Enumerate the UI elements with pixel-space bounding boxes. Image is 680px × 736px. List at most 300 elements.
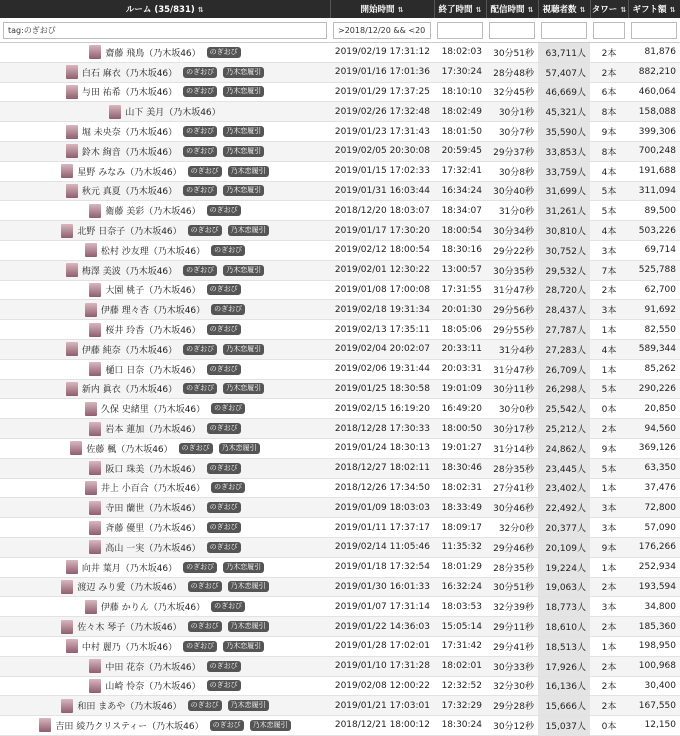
col-header-end[interactable]: 終了時間 ⇅ — [434, 0, 486, 18]
room-cell[interactable] — [0, 617, 330, 637]
room-cell[interactable] — [0, 676, 330, 696]
table-row[interactable] — [0, 716, 680, 736]
member-avatar — [85, 303, 97, 317]
table-row[interactable] — [0, 617, 680, 637]
start-time-cell: 2018/12/26 17:34:50 — [330, 478, 434, 498]
col-header-gift[interactable]: ギフト額 ⇅ — [628, 0, 680, 18]
gift-amount-cell: 62,700 — [628, 280, 680, 300]
room-filter-input[interactable] — [3, 22, 327, 39]
tower-cell: 8本 — [590, 102, 628, 122]
tower-cell: 2本 — [590, 62, 628, 82]
duration-cell: 30分40秒 — [486, 181, 538, 201]
start-time-cell: 2019/01/16 17:01:36 — [330, 62, 434, 82]
room-cell[interactable] — [0, 339, 330, 359]
room-cell[interactable] — [0, 636, 330, 656]
tag-badge-nogi[interactable]: のぎおび — [207, 324, 241, 335]
viewers-cell: 29,532人 — [538, 260, 590, 280]
member-name: 寺田 蘭世（乃木坂46） — [105, 504, 201, 515]
tag-badge-nogi[interactable]: のぎおび — [188, 621, 222, 632]
duration-cell: 27分41秒 — [486, 478, 538, 498]
room-cell-content — [4, 303, 326, 317]
sort-icon: ⇅ — [527, 6, 534, 14]
tag-badge-nogi[interactable]: のぎおび — [207, 423, 241, 434]
member-avatar — [89, 422, 101, 436]
end-time-cell: 16:49:20 — [434, 399, 486, 419]
room-cell[interactable] — [0, 379, 330, 399]
tag-badge-nogi[interactable]: のぎおび — [207, 205, 241, 216]
room-cell[interactable] — [0, 478, 330, 498]
table-row[interactable] — [0, 478, 680, 498]
room-cell[interactable] — [0, 438, 330, 458]
tag-badge-kosei[interactable]: 乃木恋履引 — [223, 126, 264, 137]
duration-cell: 30分0秒 — [486, 399, 538, 419]
member-name: 白石 麻衣（乃木坂46） — [81, 68, 178, 79]
start-time-cell: 2019/02/26 17:32:48 — [330, 102, 434, 122]
tag-badge-nogi[interactable]: のぎおび — [183, 126, 217, 137]
tag-badge-nogi[interactable]: のぎおび — [179, 443, 213, 454]
end-time-cell: 18:02:01 — [434, 656, 486, 676]
end-time-cell: 18:09:17 — [434, 518, 486, 538]
end-time-cell: 17:31:42 — [434, 636, 486, 656]
end-time-cell: 18:34:07 — [434, 201, 486, 221]
tag-badge-kosei[interactable]: 乃木恋履引 — [223, 562, 264, 573]
start-time-cell: 2019/02/06 19:31:44 — [330, 359, 434, 379]
start-time-cell: 2019/02/08 12:00:22 — [330, 676, 434, 696]
member-name: 山下 美月（乃木坂46） — [125, 108, 221, 119]
tag-badge-nogi[interactable]: のぎおび — [211, 403, 245, 414]
end-time-cell: 18:00:50 — [434, 419, 486, 439]
room-cell-content — [4, 560, 326, 574]
duration-cell: 29分22秒 — [486, 240, 538, 260]
table-row[interactable] — [0, 122, 680, 142]
room-cell-content — [4, 125, 326, 139]
tower-cell: 1本 — [590, 557, 628, 577]
col-header-room[interactable]: ルーム (35/831) ⇅ — [0, 0, 330, 18]
gift-amount-cell: 20,850 — [628, 399, 680, 419]
room-cell-content — [4, 501, 326, 515]
member-avatar — [66, 560, 78, 574]
tag-badge-kosei[interactable]: 乃木恋履引 — [223, 146, 264, 157]
member-name: 梅澤 美波（乃木坂46） — [81, 266, 178, 277]
member-name: 高山 一実（乃木坂46） — [105, 543, 201, 554]
tower-cell: 1本 — [590, 478, 628, 498]
room-cell[interactable] — [0, 518, 330, 538]
member-avatar — [61, 620, 73, 634]
member-avatar — [66, 382, 78, 396]
room-cell-content — [4, 659, 326, 673]
gift-amount-cell: 700,248 — [628, 141, 680, 161]
gift-amount-cell: 193,594 — [628, 577, 680, 597]
tag-badge-nogi[interactable]: のぎおび — [207, 463, 241, 474]
duration-cell: 30分1秒 — [486, 102, 538, 122]
col-header-viewers[interactable]: 視聴者数 ⇅ — [538, 0, 590, 18]
room-cell[interactable] — [0, 102, 330, 122]
gift-amount-cell: 191,688 — [628, 161, 680, 181]
gift-amount-cell: 81,876 — [628, 43, 680, 63]
tag-badge-nogi[interactable]: のぎおび — [188, 581, 222, 592]
tag-badge-nogi[interactable]: のぎおび — [207, 522, 241, 533]
member-avatar — [89, 283, 101, 297]
room-cell-content — [4, 204, 326, 218]
duration-cell: 30分34秒 — [486, 221, 538, 241]
tag-badge-kosei[interactable]: 乃木恋履引 — [223, 185, 264, 196]
table-row[interactable] — [0, 300, 680, 320]
table-row[interactable] — [0, 359, 680, 379]
member-avatar — [85, 402, 97, 416]
tower-cell: 9本 — [590, 438, 628, 458]
tower-filter-input[interactable] — [593, 22, 625, 39]
tag-badge-nogi[interactable]: のぎおび — [183, 67, 217, 78]
start-time-cell: 2018/12/27 18:02:11 — [330, 458, 434, 478]
tower-cell: 4本 — [590, 339, 628, 359]
table-row[interactable] — [0, 102, 680, 122]
tag-badge-kosei[interactable]: 乃木恋履引 — [223, 641, 264, 652]
viewers-cell: 18,513人 — [538, 636, 590, 656]
member-name: 吉田 綾乃クリスティー（乃木坂46） — [55, 721, 204, 732]
table-row[interactable] — [0, 240, 680, 260]
member-name: 阪口 珠美（乃木坂46） — [105, 464, 201, 475]
member-avatar — [66, 184, 78, 198]
room-cell-content — [4, 639, 326, 653]
gift-amount-cell: 89,500 — [628, 201, 680, 221]
end-time-cell: 18:10:10 — [434, 82, 486, 102]
duration-cell: 28分35秒 — [486, 458, 538, 478]
viewers-cell: 31,699人 — [538, 181, 590, 201]
room-cell[interactable] — [0, 62, 330, 82]
member-name: 衛藤 美彩（乃木坂46） — [105, 207, 201, 218]
tag-badge-nogi[interactable]: のぎおび — [211, 304, 245, 315]
viewers-cell: 18,773人 — [538, 597, 590, 617]
gift-amount-cell: 37,476 — [628, 478, 680, 498]
tower-cell: 2本 — [590, 676, 628, 696]
end-time-cell: 18:02:03 — [434, 43, 486, 63]
gift-amount-cell: 82,550 — [628, 320, 680, 340]
table-row[interactable] — [0, 438, 680, 458]
tower-cell: 9本 — [590, 537, 628, 557]
col-header-start[interactable]: 開始時間 ⇅ — [330, 0, 434, 18]
table-row[interactable] — [0, 62, 680, 82]
table-row[interactable] — [0, 320, 680, 340]
table-row[interactable] — [0, 498, 680, 518]
duration-cell: 28分35秒 — [486, 557, 538, 577]
end-time-cell: 17:31:55 — [434, 280, 486, 300]
end-time-cell: 18:30:24 — [434, 716, 486, 736]
gift-amount-cell: 158,088 — [628, 102, 680, 122]
table-row[interactable] — [0, 181, 680, 201]
table-row[interactable] — [0, 161, 680, 181]
room-cell[interactable] — [0, 537, 330, 557]
tag-badge-nogi[interactable]: のぎおび — [207, 284, 241, 295]
room-cell-content — [4, 441, 326, 455]
tower-cell: 3本 — [590, 300, 628, 320]
duration-filter-input[interactable] — [489, 22, 535, 39]
gift-amount-cell: 460,064 — [628, 82, 680, 102]
table-row[interactable] — [0, 656, 680, 676]
tag-badge-nogi[interactable]: のぎおび — [207, 542, 241, 553]
duration-cell: 30分51秒 — [486, 577, 538, 597]
tag-badge-kosei[interactable]: 乃木恋履引 — [223, 383, 264, 394]
member-avatar — [89, 521, 101, 535]
member-name: 渡辺 みり愛（乃木坂46） — [77, 583, 182, 594]
start-time-cell: 2018/12/20 18:03:07 — [330, 201, 434, 221]
member-name: 齋藤 飛鳥（乃木坂46） — [105, 48, 201, 59]
table-row[interactable] — [0, 201, 680, 221]
table-row[interactable] — [0, 82, 680, 102]
duration-cell: 32分30秒 — [486, 676, 538, 696]
tower-cell: 2本 — [590, 696, 628, 716]
tag-badge-nogi[interactable]: のぎおび — [183, 562, 217, 573]
tower-cell: 2本 — [590, 280, 628, 300]
tag-badge-kosei[interactable]: 乃木恋履引 — [228, 166, 269, 177]
room-cell[interactable] — [0, 201, 330, 221]
room-cell[interactable] — [0, 557, 330, 577]
tag-badge-nogi[interactable]: のぎおび — [183, 383, 217, 394]
member-avatar — [61, 224, 73, 238]
member-avatar — [89, 461, 101, 475]
table-row[interactable] — [0, 518, 680, 538]
room-cell[interactable] — [0, 399, 330, 419]
table-row[interactable] — [0, 676, 680, 696]
start-time-cell: 2019/01/21 17:03:01 — [330, 696, 434, 716]
duration-cell: 30分11秒 — [486, 379, 538, 399]
room-cell[interactable] — [0, 181, 330, 201]
viewers-cell: 63,711人 — [538, 43, 590, 63]
tag-badge-kosei[interactable]: 乃木恋履引 — [250, 720, 291, 731]
start-filter-input[interactable] — [333, 22, 431, 39]
start-time-cell: 2019/02/12 18:00:54 — [330, 240, 434, 260]
duration-cell: 30分46秒 — [486, 498, 538, 518]
table-row[interactable] — [0, 458, 680, 478]
room-cell[interactable] — [0, 577, 330, 597]
duration-cell: 32分0秒 — [486, 518, 538, 538]
member-avatar — [85, 243, 97, 257]
member-avatar — [39, 718, 51, 732]
room-cell-content — [4, 679, 326, 693]
tower-cell: 9本 — [590, 122, 628, 142]
tag-badge-nogi[interactable]: のぎおび — [183, 185, 217, 196]
room-cell-content — [4, 243, 326, 257]
member-name: 久保 史緒里（乃木坂46） — [100, 405, 206, 416]
tag-badge-kosei[interactable]: 乃木恋履引 — [223, 86, 264, 97]
tower-cell: 1本 — [590, 636, 628, 656]
tag-badge-kosei[interactable]: 乃木恋履引 — [223, 344, 264, 355]
table-row[interactable] — [0, 221, 680, 241]
tag-badge-kosei[interactable]: 乃木恋履引 — [228, 621, 269, 632]
tag-badge-kosei[interactable]: 乃木恋履引 — [228, 581, 269, 592]
tag-badge-kosei[interactable]: 乃木恋履引 — [228, 700, 269, 711]
tower-cell: 4本 — [590, 161, 628, 181]
end-time-cell: 18:33:49 — [434, 498, 486, 518]
member-avatar — [66, 125, 78, 139]
start-time-cell: 2019/01/31 16:03:44 — [330, 181, 434, 201]
duration-cell: 29分37秒 — [486, 141, 538, 161]
room-cell[interactable] — [0, 498, 330, 518]
room-cell[interactable] — [0, 240, 330, 260]
tag-badge-nogi[interactable]: のぎおび — [207, 502, 241, 513]
col-header-duration[interactable]: 配信時間 ⇅ — [486, 0, 538, 18]
viewers-cell: 35,590人 — [538, 122, 590, 142]
table-row[interactable] — [0, 260, 680, 280]
room-cell[interactable] — [0, 43, 330, 63]
viewers-cell: 31,261人 — [538, 201, 590, 221]
tag-badge-nogi[interactable]: のぎおび — [188, 700, 222, 711]
tag-badge-nogi[interactable]: のぎおび — [188, 166, 222, 177]
table-row[interactable] — [0, 537, 680, 557]
sort-icon: ⇅ — [620, 6, 627, 14]
start-time-cell: 2019/01/17 17:30:20 — [330, 221, 434, 241]
table-body — [0, 43, 680, 736]
gift-filter-input[interactable] — [631, 22, 677, 39]
room-cell[interactable] — [0, 280, 330, 300]
member-avatar — [66, 263, 78, 277]
room-cell-content — [4, 85, 326, 99]
end-time-cell: 18:30:46 — [434, 458, 486, 478]
room-cell[interactable] — [0, 320, 330, 340]
member-avatar — [85, 600, 97, 614]
end-time-cell: 13:00:57 — [434, 260, 486, 280]
viewers-cell: 28,437人 — [538, 300, 590, 320]
table-row[interactable] — [0, 43, 680, 63]
tower-cell: 4本 — [590, 221, 628, 241]
end-time-cell: 18:05:06 — [434, 320, 486, 340]
member-name: 与田 祐希（乃木坂46） — [81, 88, 178, 99]
member-avatar — [66, 65, 78, 79]
end-time-cell: 16:32:24 — [434, 577, 486, 597]
start-time-cell: 2018/12/21 18:00:12 — [330, 716, 434, 736]
table-row[interactable] — [0, 696, 680, 716]
tag-badge-nogi[interactable]: のぎおび — [183, 265, 217, 276]
end-time-cell: 18:01:50 — [434, 122, 486, 142]
tag-badge-nogi[interactable]: のぎおび — [211, 601, 245, 612]
viewers-cell: 19,224人 — [538, 557, 590, 577]
table-row[interactable] — [0, 636, 680, 656]
viewers-cell: 27,787人 — [538, 320, 590, 340]
tag-badge-nogi[interactable]: のぎおび — [210, 720, 244, 731]
tag-badge-nogi[interactable]: のぎおび — [207, 680, 241, 691]
duration-cell: 29分56秒 — [486, 300, 538, 320]
duration-cell: 29分11秒 — [486, 617, 538, 637]
table-row[interactable] — [0, 577, 680, 597]
room-cell[interactable] — [0, 221, 330, 241]
room-cell-content — [4, 362, 326, 376]
gift-amount-cell: 882,210 — [628, 62, 680, 82]
start-time-cell: 2019/02/19 17:31:12 — [330, 43, 434, 63]
duration-cell: 29分46秒 — [486, 537, 538, 557]
room-cell[interactable] — [0, 597, 330, 617]
room-cell-content — [4, 481, 326, 495]
room-cell[interactable] — [0, 260, 330, 280]
tag-badge-kosei[interactable]: 乃木恋履引 — [228, 225, 269, 236]
room-cell[interactable] — [0, 300, 330, 320]
table-row[interactable] — [0, 280, 680, 300]
start-time-cell: 2019/01/28 17:02:01 — [330, 636, 434, 656]
header-row — [0, 0, 680, 18]
room-cell[interactable] — [0, 141, 330, 161]
room-cell[interactable] — [0, 458, 330, 478]
room-cell-content — [4, 144, 326, 158]
tag-badge-nogi[interactable]: のぎおび — [188, 225, 222, 236]
table-row[interactable] — [0, 141, 680, 161]
viewers-cell: 20,377人 — [538, 518, 590, 538]
tower-cell: 5本 — [590, 181, 628, 201]
duration-cell: 31分0秒 — [486, 201, 538, 221]
tower-cell: 3本 — [590, 518, 628, 538]
viewers-cell: 24,862人 — [538, 438, 590, 458]
viewers-cell: 23,402人 — [538, 478, 590, 498]
duration-cell: 30分12秒 — [486, 716, 538, 736]
tag-badge-nogi[interactable]: のぎおび — [207, 661, 241, 672]
end-filter-input[interactable] — [437, 22, 483, 39]
gift-amount-cell: 311,094 — [628, 181, 680, 201]
gift-amount-cell: 12,150 — [628, 716, 680, 736]
room-cell[interactable] — [0, 696, 330, 716]
tag-badge-kosei[interactable]: 乃木恋履引 — [223, 265, 264, 276]
end-time-cell: 17:32:41 — [434, 161, 486, 181]
end-time-cell: 15:05:14 — [434, 617, 486, 637]
tag-badge-kosei[interactable]: 乃木恋履引 — [219, 443, 260, 454]
col-header-tower[interactable]: タワー ⇅ — [590, 0, 628, 18]
tag-badge-nogi[interactable]: のぎおび — [183, 146, 217, 157]
tag-badge-nogi[interactable]: のぎおび — [211, 245, 245, 256]
room-cell[interactable] — [0, 122, 330, 142]
member-name: 佐々木 琴子（乃木坂46） — [77, 623, 182, 633]
table-row[interactable] — [0, 419, 680, 439]
gift-amount-cell: 503,226 — [628, 221, 680, 241]
gift-amount-cell: 100,968 — [628, 656, 680, 676]
tag-badge-nogi[interactable]: のぎおび — [183, 86, 217, 97]
end-time-cell: 19:01:09 — [434, 379, 486, 399]
room-cell-content — [4, 580, 326, 594]
viewers-cell: 26,709人 — [538, 359, 590, 379]
room-cell[interactable] — [0, 82, 330, 102]
end-time-cell: 18:01:29 — [434, 557, 486, 577]
tag-badge-kosei[interactable]: 乃木恋履引 — [223, 67, 264, 78]
end-time-cell: 18:00:54 — [434, 221, 486, 241]
member-name: 伊藤 理々杏（乃木坂46） — [100, 306, 206, 317]
tag-badge-nogi[interactable]: のぎおび — [207, 364, 241, 375]
viewers-cell: 30,752人 — [538, 240, 590, 260]
start-time-cell: 2019/01/24 18:30:13 — [330, 438, 434, 458]
table-row[interactable] — [0, 399, 680, 419]
room-cell-content — [4, 521, 326, 535]
tag-badge-nogi[interactable]: のぎおび — [207, 47, 241, 58]
tower-cell: 5本 — [590, 379, 628, 399]
gift-amount-cell: 525,788 — [628, 260, 680, 280]
viewers-filter-input[interactable] — [541, 22, 587, 39]
table-row[interactable] — [0, 597, 680, 617]
room-cell[interactable] — [0, 656, 330, 676]
gift-amount-cell: 198,950 — [628, 636, 680, 656]
member-avatar — [89, 362, 101, 376]
room-cell[interactable] — [0, 161, 330, 181]
table-row[interactable] — [0, 379, 680, 399]
room-cell[interactable] — [0, 419, 330, 439]
member-name: 北野 日奈子（乃木坂46） — [77, 227, 182, 238]
tag-badge-nogi[interactable]: のぎおび — [183, 641, 217, 652]
tag-badge-nogi[interactable]: のぎおび — [183, 344, 217, 355]
room-cell[interactable] — [0, 716, 330, 736]
gift-amount-cell: 57,090 — [628, 518, 680, 538]
duration-cell: 31分47秒 — [486, 280, 538, 300]
tag-badge-nogi[interactable]: のぎおび — [211, 482, 245, 493]
member-name: 井上 小百合（乃木坂46） — [100, 484, 206, 495]
table-row[interactable] — [0, 557, 680, 577]
room-cell-content — [4, 600, 326, 614]
table-row[interactable] — [0, 339, 680, 359]
member-avatar — [89, 679, 101, 693]
viewers-cell: 16,136人 — [538, 676, 590, 696]
room-cell[interactable] — [0, 359, 330, 379]
